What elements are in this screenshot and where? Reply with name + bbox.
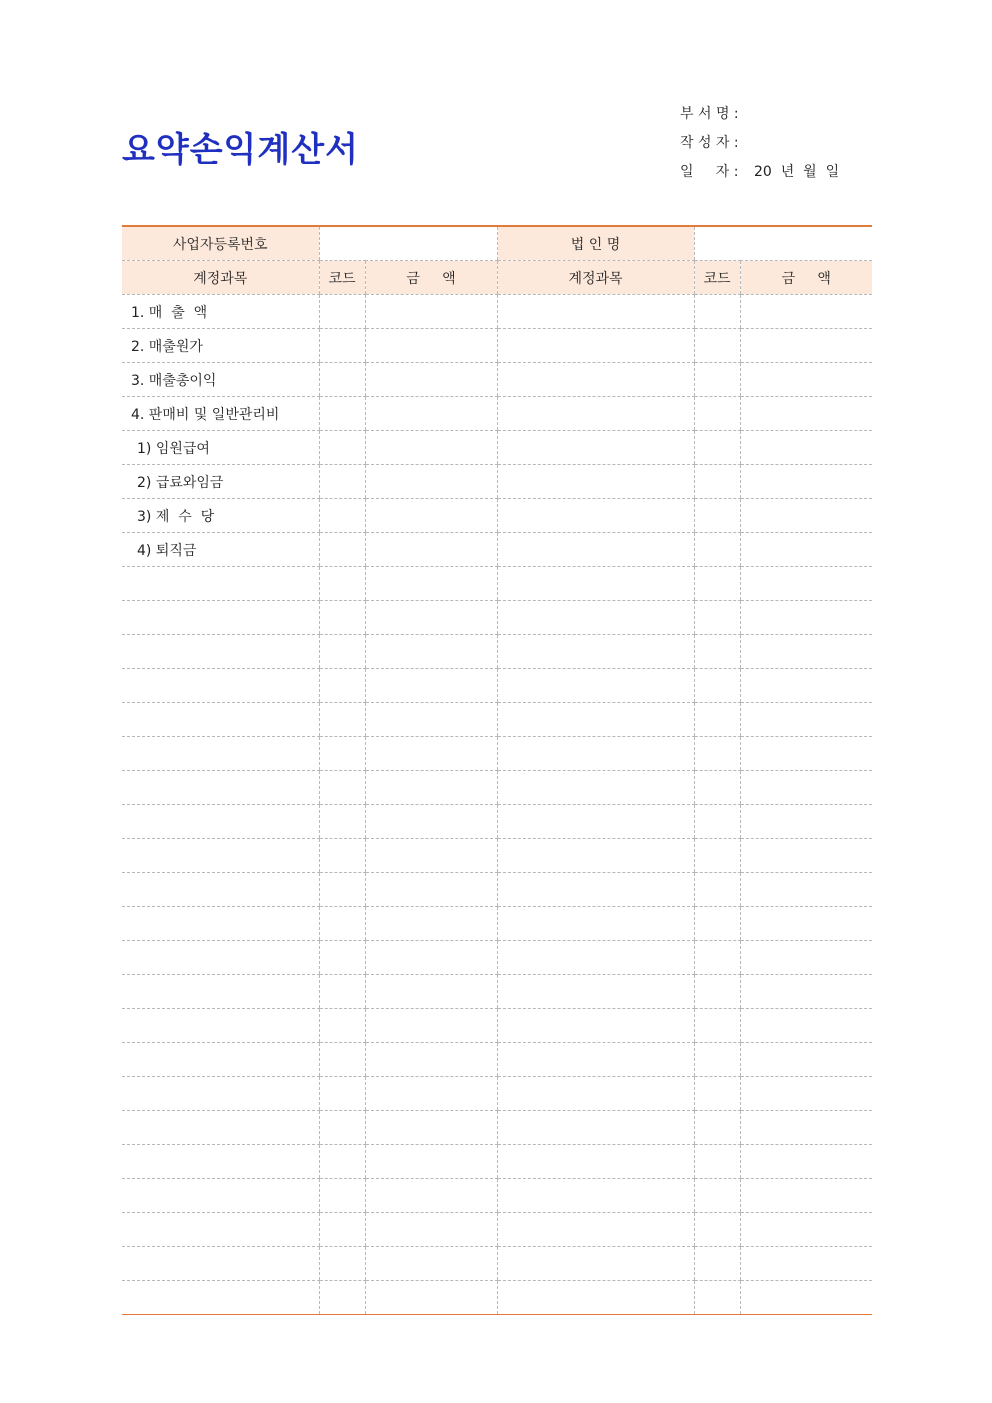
amount-right-cell[interactable] (740, 397, 872, 431)
code-left-cell[interactable] (319, 635, 365, 669)
table-row (122, 465, 872, 499)
code-left-cell[interactable] (319, 771, 365, 805)
header-row-columns (122, 261, 872, 295)
code-right-cell[interactable] (694, 703, 740, 737)
table-row (122, 1247, 872, 1281)
code-right-cell[interactable] (694, 601, 740, 635)
code-left-cell[interactable] (319, 329, 365, 363)
account-right-cell[interactable] (497, 975, 694, 1009)
amount-left-cell[interactable] (365, 499, 497, 533)
code-left-cell[interactable] (319, 669, 365, 703)
amount-left-cell[interactable] (365, 567, 497, 601)
code-right-cell[interactable] (694, 1111, 740, 1145)
amount-left-cell[interactable] (365, 1077, 497, 1111)
code-right-cell[interactable] (694, 533, 740, 567)
account-left-cell[interactable]: 3) 제 수 당 (122, 499, 319, 533)
amount-left-cell[interactable] (365, 1111, 497, 1145)
account-right-cell[interactable] (497, 1077, 694, 1111)
account-left-cell[interactable] (122, 1179, 319, 1213)
account-right-cell[interactable] (497, 703, 694, 737)
info-block (680, 102, 839, 189)
table-row (122, 839, 872, 873)
amount-right-cell[interactable] (740, 907, 872, 941)
account-right-cell[interactable] (497, 737, 694, 771)
code-left-cell[interactable] (319, 567, 365, 601)
amount-left-cell[interactable] (365, 635, 497, 669)
amount-left-cell[interactable] (365, 873, 497, 907)
code-left-cell[interactable] (319, 1179, 365, 1213)
amount-left-cell[interactable] (365, 533, 497, 567)
amount-right-cell[interactable] (740, 465, 872, 499)
amount-left-cell[interactable] (365, 1179, 497, 1213)
account-right-cell[interactable] (497, 1179, 694, 1213)
header-row-registration (122, 226, 872, 261)
amount-right-cell[interactable] (740, 941, 872, 975)
amount-right-cell[interactable] (740, 1281, 872, 1315)
account-left-cell[interactable] (122, 873, 319, 907)
account-left-cell[interactable] (122, 703, 319, 737)
account-right-cell[interactable] (497, 567, 694, 601)
account-right-cell[interactable] (497, 329, 694, 363)
code-left-cell[interactable] (319, 363, 365, 397)
table-row (122, 295, 872, 329)
table-row (122, 873, 872, 907)
account-right-cell[interactable] (497, 601, 694, 635)
account-right-cell[interactable] (497, 397, 694, 431)
table-row (122, 499, 872, 533)
amount-left-cell[interactable] (365, 329, 497, 363)
amount-left-cell[interactable] (365, 1213, 497, 1247)
account-right-cell[interactable] (497, 805, 694, 839)
table-row (122, 907, 872, 941)
table-row (122, 737, 872, 771)
amount-right-cell[interactable] (740, 635, 872, 669)
account-right-cell[interactable] (497, 1281, 694, 1315)
table-row (122, 1043, 872, 1077)
info-row-date (680, 160, 839, 189)
code-right-cell[interactable] (694, 635, 740, 669)
code-right-cell[interactable] (694, 1179, 740, 1213)
account-right-cell[interactable] (497, 839, 694, 873)
amount-left-cell[interactable] (365, 669, 497, 703)
code-left-cell[interactable] (319, 737, 365, 771)
code-left-cell[interactable] (319, 295, 365, 329)
amount-left-cell[interactable] (365, 771, 497, 805)
table-row (122, 601, 872, 635)
code-left-cell[interactable] (319, 499, 365, 533)
account-left-cell[interactable]: 1. 매 출 액 (122, 295, 319, 329)
amount-right-cell[interactable] (740, 1077, 872, 1111)
amount-right-cell[interactable] (740, 703, 872, 737)
code-right-cell[interactable] (694, 1043, 740, 1077)
code-left-cell[interactable] (319, 907, 365, 941)
account-left-cell[interactable] (122, 1111, 319, 1145)
amount-right-cell[interactable] (740, 805, 872, 839)
account-right-cell[interactable] (497, 941, 694, 975)
income-statement-table (122, 225, 872, 1315)
amount-left-cell[interactable] (365, 737, 497, 771)
code-right-cell[interactable] (694, 567, 740, 601)
info-row-author (680, 131, 839, 160)
amount-right-cell[interactable] (740, 975, 872, 1009)
amount-right-cell[interactable] (740, 329, 872, 363)
table-row (122, 363, 872, 397)
code-right-cell[interactable] (694, 431, 740, 465)
code-left-cell[interactable] (319, 703, 365, 737)
account-right-cell[interactable] (497, 431, 694, 465)
account-left-cell[interactable] (122, 907, 319, 941)
code-left-cell[interactable] (319, 1145, 365, 1179)
code-left-cell[interactable] (319, 397, 365, 431)
table-row (122, 1077, 872, 1111)
account-left-cell[interactable] (122, 1009, 319, 1043)
info-row-department (680, 102, 839, 131)
code-left-cell[interactable] (319, 1213, 365, 1247)
amount-left-cell[interactable] (365, 465, 497, 499)
code-right-cell[interactable] (694, 329, 740, 363)
account-left-cell[interactable] (122, 941, 319, 975)
account-right-cell[interactable] (497, 1111, 694, 1145)
code-right-cell[interactable] (694, 499, 740, 533)
amount-right-cell[interactable] (740, 1179, 872, 1213)
account-right-cell[interactable] (497, 669, 694, 703)
account-left-cell[interactable] (122, 1247, 319, 1281)
table-row (122, 975, 872, 1009)
table-row (122, 1111, 872, 1145)
code-right-cell[interactable] (694, 839, 740, 873)
account-left-cell[interactable] (122, 669, 319, 703)
code-left-cell[interactable] (319, 941, 365, 975)
amount-right-cell[interactable] (740, 533, 872, 567)
table-row (122, 431, 872, 465)
amount-right-cell[interactable] (740, 737, 872, 771)
reg-number-field[interactable] (319, 226, 497, 261)
code-right-cell[interactable] (694, 1213, 740, 1247)
account-right-cell[interactable] (497, 465, 694, 499)
code-left-cell[interactable] (319, 1247, 365, 1281)
code-left-cell[interactable] (319, 805, 365, 839)
code-left-cell[interactable] (319, 975, 365, 1009)
code-left-cell[interactable] (319, 465, 365, 499)
account-left-cell[interactable]: 2) 급료와임금 (122, 465, 319, 499)
code-left-cell[interactable] (319, 1281, 365, 1315)
account-left-cell[interactable] (122, 1077, 319, 1111)
table-row (122, 1281, 872, 1315)
amount-left-cell[interactable] (365, 941, 497, 975)
code-left-cell[interactable] (319, 1111, 365, 1145)
amount-right-cell[interactable] (740, 771, 872, 805)
table-row (122, 533, 872, 567)
table-row (122, 669, 872, 703)
amount-left-cell[interactable] (365, 397, 497, 431)
account-right-cell[interactable] (497, 1145, 694, 1179)
code-left-cell[interactable] (319, 533, 365, 567)
account-left-cell[interactable]: 4) 퇴직금 (122, 533, 319, 567)
account-left-cell[interactable]: 4. 판매비 및 일반관리비 (122, 397, 319, 431)
account-left-cell[interactable] (122, 805, 319, 839)
amount-right-cell[interactable] (740, 363, 872, 397)
account-left-cell[interactable] (122, 567, 319, 601)
table-row (122, 941, 872, 975)
code-right-cell[interactable] (694, 1077, 740, 1111)
account-right-cell[interactable] (497, 363, 694, 397)
code-left-cell[interactable] (319, 431, 365, 465)
table-row (122, 805, 872, 839)
amount-right-cell[interactable] (740, 567, 872, 601)
amount-left-cell[interactable] (365, 1009, 497, 1043)
amount-left-cell[interactable] (365, 1043, 497, 1077)
account-left-cell[interactable] (122, 1043, 319, 1077)
table-row (122, 635, 872, 669)
amount-left-cell[interactable] (365, 1145, 497, 1179)
code-left-cell[interactable] (319, 1043, 365, 1077)
code-right-cell[interactable] (694, 805, 740, 839)
amount-right-cell[interactable] (740, 499, 872, 533)
code-right-cell[interactable] (694, 941, 740, 975)
amount-left-cell[interactable] (365, 839, 497, 873)
account-left-cell[interactable] (122, 635, 319, 669)
corp-name-field[interactable] (694, 226, 872, 261)
account-left-cell[interactable] (122, 1281, 319, 1315)
amount-left-cell[interactable] (365, 295, 497, 329)
account-left-cell[interactable] (122, 1145, 319, 1179)
account-right-cell[interactable] (497, 907, 694, 941)
col-amount-left: 금 액 (365, 261, 497, 295)
amount-right-cell[interactable] (740, 431, 872, 465)
col-account-right: 계정과목 (497, 261, 694, 295)
account-left-cell[interactable] (122, 737, 319, 771)
info-label: 작 성 자 : (680, 135, 739, 151)
code-right-cell[interactable] (694, 465, 740, 499)
col-account-left: 계정과목 (122, 261, 319, 295)
col-code-right: 코드 (694, 261, 740, 295)
code-right-cell[interactable] (694, 737, 740, 771)
account-right-cell[interactable] (497, 295, 694, 329)
amount-left-cell[interactable] (365, 1247, 497, 1281)
account-right-cell[interactable] (497, 1213, 694, 1247)
amount-left-cell[interactable] (365, 975, 497, 1009)
table-row (122, 567, 872, 601)
amount-right-cell[interactable] (740, 1247, 872, 1281)
amount-right-cell[interactable] (740, 1009, 872, 1043)
code-left-cell[interactable] (319, 601, 365, 635)
info-label: 일 자 : (680, 164, 739, 180)
amount-right-cell[interactable] (740, 873, 872, 907)
amount-right-cell[interactable] (740, 839, 872, 873)
info-label: 부 서 명 : (680, 106, 739, 122)
amount-left-cell[interactable] (365, 601, 497, 635)
account-left-cell[interactable] (122, 1213, 319, 1247)
amount-right-cell[interactable] (740, 1111, 872, 1145)
code-right-cell[interactable] (694, 295, 740, 329)
amount-left-cell[interactable] (365, 907, 497, 941)
code-left-cell[interactable] (319, 1077, 365, 1111)
code-right-cell[interactable] (694, 907, 740, 941)
table-row (122, 1213, 872, 1247)
account-right-cell[interactable] (497, 1247, 694, 1281)
amount-right-cell[interactable] (740, 1213, 872, 1247)
code-right-cell[interactable] (694, 669, 740, 703)
code-right-cell[interactable] (694, 975, 740, 1009)
col-amount-right: 금 액 (740, 261, 872, 295)
amount-left-cell[interactable] (365, 431, 497, 465)
account-left-cell[interactable] (122, 975, 319, 1009)
amount-right-cell[interactable] (740, 295, 872, 329)
table-row (122, 397, 872, 431)
table-row (122, 329, 872, 363)
code-right-cell[interactable] (694, 397, 740, 431)
account-left-cell[interactable] (122, 601, 319, 635)
reg-number-label: 사업자등록번호 (122, 226, 319, 261)
account-right-cell[interactable] (497, 1009, 694, 1043)
corp-name-label: 법 인 명 (497, 226, 694, 261)
amount-right-cell[interactable] (740, 601, 872, 635)
account-left-cell[interactable]: 2. 매출원가 (122, 329, 319, 363)
account-right-cell[interactable] (497, 873, 694, 907)
code-right-cell[interactable] (694, 1247, 740, 1281)
code-right-cell[interactable] (694, 1281, 740, 1315)
code-left-cell[interactable] (319, 1009, 365, 1043)
code-right-cell[interactable] (694, 771, 740, 805)
code-right-cell[interactable] (694, 363, 740, 397)
amount-right-cell[interactable] (740, 669, 872, 703)
code-right-cell[interactable] (694, 1145, 740, 1179)
code-left-cell[interactable] (319, 873, 365, 907)
code-left-cell[interactable] (319, 839, 365, 873)
table-row (122, 1145, 872, 1179)
account-right-cell[interactable] (497, 533, 694, 567)
date-value[interactable]: 20 년 월 일 (754, 164, 840, 180)
amount-right-cell[interactable] (740, 1043, 872, 1077)
account-left-cell[interactable] (122, 839, 319, 873)
amount-right-cell[interactable] (740, 1145, 872, 1179)
account-left-cell[interactable] (122, 771, 319, 805)
code-right-cell[interactable] (694, 873, 740, 907)
document-title: 요약손익계산서 (122, 130, 359, 170)
amount-left-cell[interactable] (365, 805, 497, 839)
col-code-left: 코드 (319, 261, 365, 295)
account-left-cell[interactable]: 1) 임원급여 (122, 431, 319, 465)
table-row (122, 1009, 872, 1043)
table-row (122, 1179, 872, 1213)
code-right-cell[interactable] (694, 1009, 740, 1043)
amount-left-cell[interactable] (365, 1281, 497, 1315)
table-row (122, 771, 872, 805)
table-row (122, 703, 872, 737)
amount-left-cell[interactable] (365, 363, 497, 397)
account-right-cell[interactable] (497, 635, 694, 669)
account-right-cell[interactable] (497, 771, 694, 805)
account-right-cell[interactable] (497, 499, 694, 533)
account-right-cell[interactable] (497, 1043, 694, 1077)
account-left-cell[interactable]: 3. 매출총이익 (122, 363, 319, 397)
amount-left-cell[interactable] (365, 703, 497, 737)
